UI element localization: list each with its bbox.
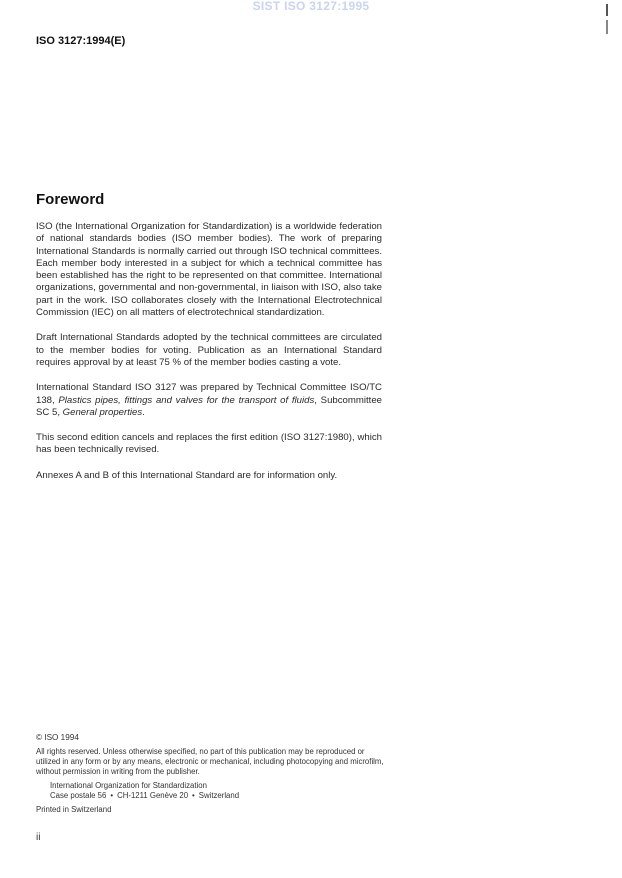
- address-line: Case postale 56: [50, 791, 107, 800]
- foreword-paragraph: [36, 382, 382, 419]
- page-number: ii: [36, 832, 41, 843]
- foreword-paragraph: ISO (the International Organization for Standardization) is a worldwide federation of national standards bodies (ISO member bodies). The work of preparing International Standards is normally carried out through ISO technical committees. Each member body interested in a subject for which a technical committee has been established has the right to be represented on that committee. International organizations, governmental and non-governmental, in liaison with ISO, also take part in the work. ISO collaborates closely with the International Electrotechnical Commission (IEC) on all matters of electrotechnical standardization.: [36, 221, 382, 319]
- address-line: CH-1211 Genève 20: [117, 791, 189, 800]
- text-run: , Subcommittee SC 5,: [36, 394, 382, 418]
- committee-title: Plastics pipes, fittings and valves for the transport of fluids: [58, 394, 315, 406]
- foreword-paragraph: Annexes A and B of this International Standard are for information only.: [36, 469, 338, 481]
- bullet-separator: •: [110, 791, 114, 800]
- scan-edge-mark: [606, 4, 608, 44]
- page-title: Foreword: [36, 191, 105, 208]
- foreword-body: [36, 221, 382, 495]
- text-run: International Standard ISO 3127 was prepared by Technical Committee ISO/TC 138,: [36, 382, 382, 406]
- printed-in: Printed in Switzerland: [36, 805, 112, 814]
- text-run: .: [142, 406, 145, 418]
- address-line: Switzerland: [198, 791, 240, 800]
- foreword-paragraph: This second edition cancels and replaces the first edition (ISO 3127:1980), which has been technically revised.: [36, 432, 382, 456]
- document-id: ISO 3127:1994(E): [36, 35, 126, 47]
- organization-name: International Organization for Standardization: [50, 781, 207, 790]
- rights-notice: All rights reserved. Unless otherwise specified, no part of this publication may be reproduced or utilized in any form or by any means, electronic or mechanical, including photocopying and microfilm, without permission in writing from the publisher.: [36, 747, 384, 776]
- foreword-paragraph: Draft International Standards adopted by the technical committees are circulated to the member bodies for voting. Publication as an International Standard requires approval by at least 75 % of the member bodies casting a vote.: [36, 332, 382, 368]
- bullet-separator: •: [192, 791, 195, 800]
- subcommittee-title: General properties: [62, 406, 143, 418]
- copyright-year: © ISO 1994: [36, 733, 79, 742]
- copyright-block: [36, 733, 386, 815]
- organization-address: [36, 791, 386, 801]
- watermark: SIST ISO 3127:1995: [252, 0, 370, 13]
